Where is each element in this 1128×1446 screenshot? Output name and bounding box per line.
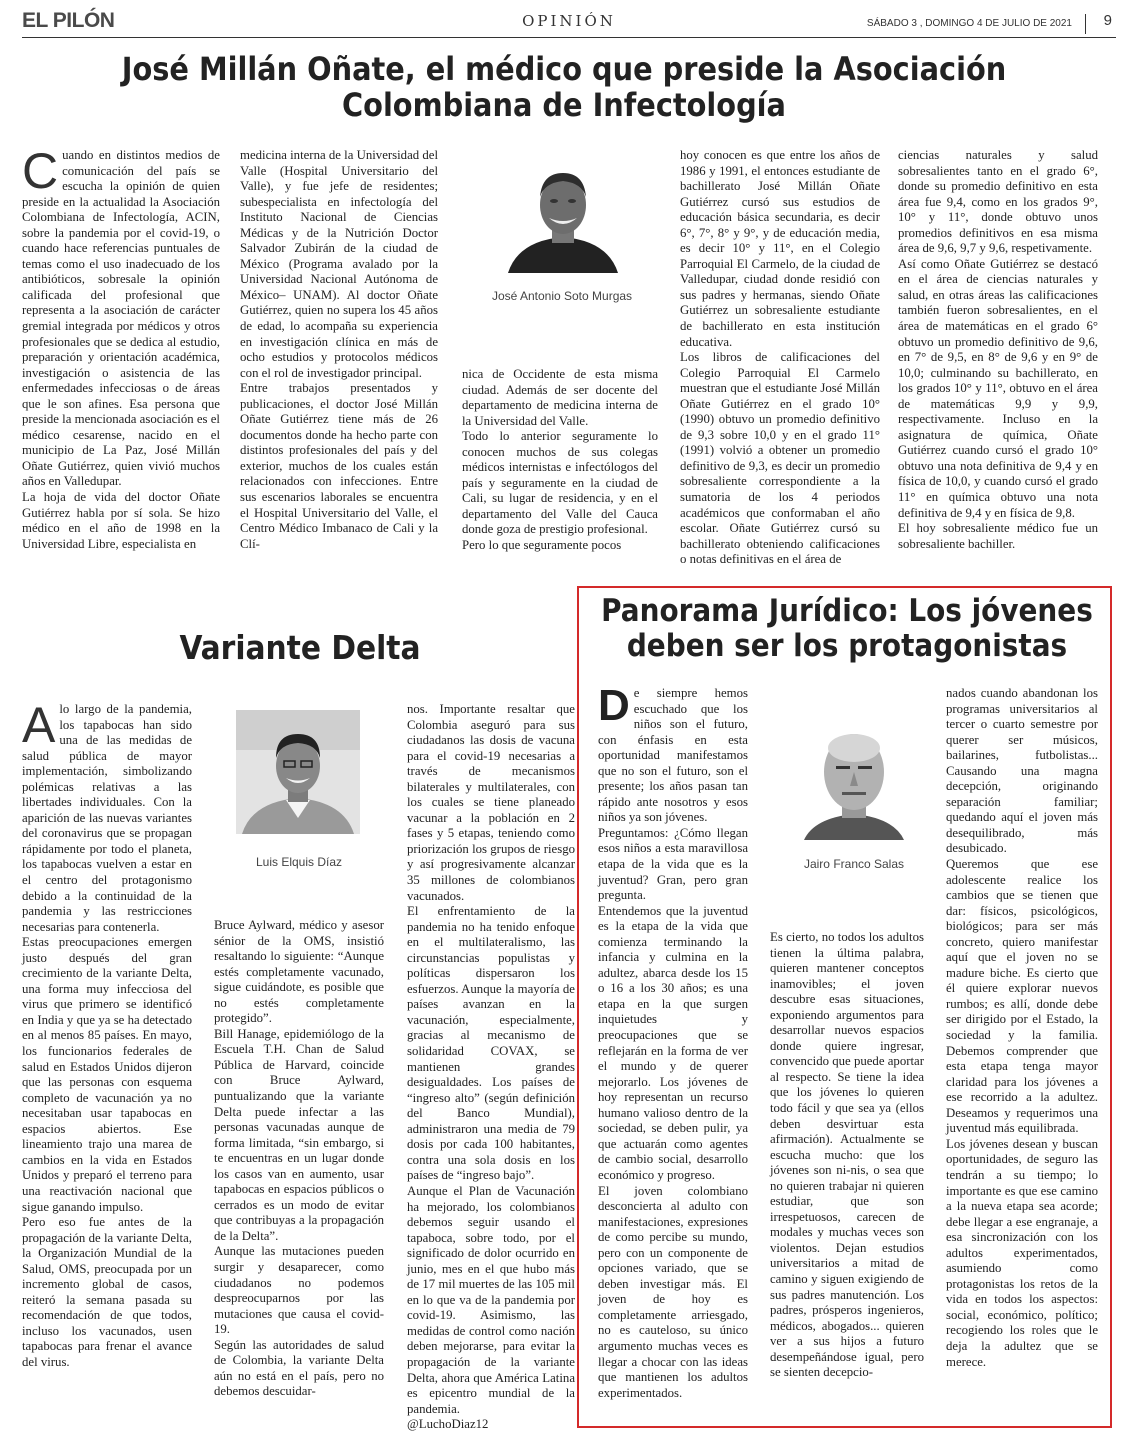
author-photo-diaz bbox=[236, 710, 360, 834]
paragraph: e siempre hemos escuchado que los niños son el futuro, con énfasis en esta oportunidad manifestamos que no son el futuro, son el presente; los años pasan tan rápido ante nosotros y esos niños ya son jóvenes. bbox=[598, 686, 748, 825]
issue-date: SÁBADO 3 , DOMINGO 4 DE JULIO DE 2021 bbox=[866, 18, 1072, 29]
article1-column-5 bbox=[898, 148, 1098, 573]
paragraph: Todo lo anterior seguramente lo conocen muchos de sus colegas médicos internistas e infectólogos del país y seguramente en la ciudad de Cali, su lugar de residencia, y en el departamento del Valle del Cauca donde goza de prestigio profesional. bbox=[462, 429, 658, 537]
article1-column-1 bbox=[22, 143, 220, 573]
newspaper-logo: EL PILÓN bbox=[22, 9, 115, 32]
paragraph: Aunque el Plan de Vacunación ha mejorado, los colombianos debemos seguir usando el tapaboca, sobre todo, por el significado de dolor ocurrido en junio, mes en el que hubo más de 17 mil muertes de las 105 mil en lo que va de la pandemia por covid-19. Asimismo, las medidas de control como nación deben mejorarse, para evitar la propagación de la variante Delta, ahora que América Latina es epicentro mundial de la pandemia. bbox=[407, 1183, 575, 1416]
author-photo-soto bbox=[504, 155, 622, 273]
page-number: 9 bbox=[1103, 12, 1112, 29]
paragraph: Estas preocupaciones emergen justo después del gran crecimiento de la variante Delta, una forma muy infecciosa del virus que primero se identificó en India y que ya se ha detectado en al menos 85 países. En mayo, los funcionarios federales de salud en Estados Unidos dijeron que las personas con esquema completo de vacunación ya no necesitaban usar tapabocas en espacios abiertos. Ese lineamiento trajo una marea de cambios en la vida en Estados Unidos y preparó el terreno para una reactivación nacional que sigue ganando impulso. bbox=[22, 935, 192, 1214]
drop-cap: A bbox=[22, 697, 56, 753]
paragraph: Los libros de calificaciones del Colegio Parroquial El Carmelo muestran que el estudiante José Millán Oñate Gutiérrez en el grado 10° (1990) obtuvo un promedio definitivo de 9,3 sobre 10,0 y en el grado 11° (1991) volvió a obtener un promedio definitivo de 9,3, es decir un promedio sobresaliente correspondiente a la sumatoria de los 4 periodos académicos que conformaban el año escolar. Oñate Gutiérrez cursó su bachillerato obteniendo calificaciones o notas definitivas en el área de bbox=[680, 350, 880, 567]
paragraph: Queremos que ese adolescente realice los cambios que se tienen que dar: físicos, psicológicos, biológicos; para ser más concreto, quiero manifestar aquí que el joven no se madure biche. Es cierto que él quiere explorar nuevos rumbos; es allí, donde debe ser dirigido por el Estado, la sociedad y la familia. Debemos comprender que esta etapa tenga mayor claridad para los jóvenes a ese recorrido a la adultez. Deseamos y requerimos una juventud más equilibrada. bbox=[946, 857, 1098, 1136]
paragraph: ciencias naturales y salud sobresalientes tanto en el grado 6°, donde su promedio definitivo en esta área fue 9,4, como en los grados 9°, 10° y 11°, donde obtuvo unos promedios definitivos en esa misma área de 9,6, 9,7 y 9,6, respetivamente. bbox=[898, 148, 1098, 256]
article2-column-3 bbox=[407, 702, 575, 1432]
paragraph: Los jóvenes desean y buscan oportunidades, de seguro las tendrán a su tiempo; lo importante es que ese camino a la nueva etapa sea acorde; debe llegar a ese engranaje, a esa sincronización con los adultos experimentados, asumiendo como protagonistas los retos de la vida en todos los aspectos: social, económico, político; recogiendo los roles que le deja la adultez que se merece. bbox=[946, 1136, 1098, 1369]
author-photo-franco bbox=[800, 716, 908, 840]
article3-column-2 bbox=[770, 930, 924, 1418]
article1-column-4 bbox=[680, 148, 880, 573]
article-title-variante-delta: Variante Delta bbox=[179, 628, 421, 667]
page-header bbox=[22, 6, 1116, 38]
paragraph: Entre trabajos presentados y publicaciones, el doctor José Millán Oñate Gutiérrez tiene más de 26 documentos donde ha hecho parte con distintos profesionales del país y del exterior, muchos de los cuales están relacionados con infecciones. Entre sus escenarios laborales se encuentra el Hospital Universitario del Valle, el Centro Médico Imbanaco de Cali y la Clí- bbox=[240, 381, 438, 551]
paragraph: hoy conocen es que entre los años de 1986 y 1991, el entonces estudiante de bachillerato José Millán Oñate Gutiérrez cursó sus estudios de educación básica secundaria, es decir 6°, 7°, 8° y 9°, y de educación media, es decir 10° y 11°, en el Colegio Parroquial El Carmelo, de la ciudad de Valledupar, ciudad donde residió con sus padres y hermanas, siendo Oñate Gutiérrez un sobresaliente estudiante de bachillerato en esta institución educativa. bbox=[680, 148, 880, 349]
paragraph: Entendemos que la juventud es la etapa de la vida que comienza terminando la infancia y culmina en la adultez, abarca desde los 15 o 16 a los 30 años; es una etapa en la que surgen inquietudes y preocupaciones que se reflejarán en la forma de ver el mundo y de querer mejorarlo. Los jóvenes de hoy representan un recurso humano valioso dentro de la sociedad, se deben pulir, ya que actuarán como agentes de cambio social, desarrollo económico y progreso. bbox=[598, 903, 748, 1182]
section-name: OPINIÓN bbox=[522, 12, 616, 30]
paragraph: nados cuando abandonan los programas universitarios al tercer o cuarto semestre por querer ser músicos, bailarines, futbolistas... Causando una magna decepción, originando separación familiar; quedando aquí el joven más desequilibrado, más desubicado. bbox=[946, 686, 1098, 856]
paragraph: Es cierto, no todos los adultos tienen la última palabra, quieren mantener conceptos inamovibles; el joven descubre esas situaciones, exponiendo argumentos para desarrollar nuevos espacios donde quiere ingresar, convencido que puede aportar al respecto. Se tiene la idea que los jóvenes lo quieren todo fácil y que sea ya (ellos deben desvirtuar esta afirmación). Actualmente se escucha mucho: que los jóvenes son ni-nis, o sea que no quieren trabajar ni quieren estudiar, que son irrespetuosos, carecen de modales y muchas veces son violentos. Dejan estudios universitarios a mitad de camino y siguen exigiendo de sus padres manutención. Los padres, prósperos ingenieros, médicos, abogados... quieren ver a sus hijos a futuro desempeñándose igual, pero se sienten decepcio- bbox=[770, 930, 924, 1380]
article3-column-1 bbox=[598, 681, 748, 1418]
author-caption: Luis Elquis Díaz bbox=[255, 855, 343, 869]
paragraph: La hoja de vida del doctor Oñate Gutiérrez habla por sí sola. Se hizo médico en el año de 1998 en la Universidad Libre, especialista en bbox=[22, 490, 220, 551]
article1-column-2 bbox=[240, 148, 438, 573]
article2-column-1 bbox=[22, 697, 192, 1420]
author-handle: @LuchoDiaz12 bbox=[407, 1417, 489, 1432]
header-divider bbox=[1085, 14, 1086, 34]
paragraph: Así como Oñate Gutiérrez se destacó en el área de ciencias naturales y salud, en otras áreas las calificaciones también fueron sobresalientes, en el área de matemáticas en el grado 6° obtuvo un promedio definitivo de 9,6, en 7° de 9,5, en 8° de 9,6 y en 9° de 10,0; culminando su bachillerato, en los grados 10° y 11°, obtuvo en el área de matemáticas 9,9 y 9,9, respectivamente. Incluso en la asignatura de química, Oñate Gutiérrez cuando cursó el grado 10° obtuvo una nota definitiva de 9,4 y en física de 10,0, y cuando cursó el grado 11° en química obtuvo una nota definitiva de 9,4 y en física de 9,8. bbox=[898, 256, 1098, 520]
article2-column-2 bbox=[214, 918, 384, 1420]
paragraph: Bill Hanage, epidemiólogo de la Escuela T.H. Chan de Salud Pública de Harvard, coincide con Bruce Aylward, puntualizando que la variante Delta puede infectar a las personas vacunadas aunque de forma limitada, “sin embargo, si te encuentras en un lugar donde los casos van en aumento, usar tapabocas en espacios públicos o cerrados es un modo de evitar que contribuyas a la propagación de la Delta”. bbox=[214, 1026, 384, 1243]
paragraph: nos. Importante resaltar que Colombia aseguró para sus ciudadanos las dosis de vacuna para el covid-19 necesarias a través de mecanismos bilaterales y multilaterales, con los cuales se tiene planeado vacunar a la población en 2 fases y 5 etapas, teniendo como priorización los grupos de riesgo y así progresivamente alcanzar 35 millones de colombianos vacunados. bbox=[407, 702, 575, 903]
paragraph: Preguntamos: ¿Cómo llegan esos niños a esta maravillosa etapa de la vida que es la juventud? Gran, pero gran pregunta. bbox=[598, 825, 748, 903]
paragraph: Bruce Aylward, médico y asesor sénior de la OMS, insistió resaltando lo siguiente: “Aunque estés completamente vacunado, sigue cuidándote, es posible que no estés completamente protegido”. bbox=[214, 918, 384, 1026]
paragraph: lo largo de la pandemia, los tapabocas han sido una de las medidas de salud pública de mayor implementación, simbolizando polémicas relativas a las libertades individuales. Con la aparición de las nuevas variantes del coronavirus que se propagan rápidamente por todo el planeta, los tapabocas vuelven a estar en el centro del protagonismo debido a la continuidad de la pandemia y las restricciones necesarias para contenerla. bbox=[22, 702, 192, 934]
paragraph: El hoy sobresaliente médico fue un sobresaliente bachiller. bbox=[898, 521, 1098, 551]
paragraph: medicina interna de la Universidad del Valle (Hospital Universitario del Valle), y fue jefe de residentes; subespecialista en infectología del Instituto Nacional de Ciencias Médicas y de la Nutrición Doctor Salvador Zubirán de la ciudad de México (Programa avalado por la Universidad Nacional Autónoma de México– UNAM). Al doctor Oñate Gutiérrez, quien no supera los 45 años de edad, lo acompaña su experiencia en investigación clínica en más de ocho estudios y protocolos médicos con el rol de investigador principal. bbox=[240, 148, 438, 380]
paragraph: Pero lo que seguramente pocos bbox=[462, 538, 622, 553]
drop-cap: D bbox=[598, 681, 630, 730]
paragraph: Aunque las mutaciones pueden surgir y desaparecer, como ciudadanos no podemos despreocuparnos por las mutaciones que causa el covid-19. bbox=[214, 1244, 384, 1337]
article-title-millan: José Millán Oñate, el médico que preside la Asociación Colombiana de Infectología bbox=[121, 50, 1007, 124]
paragraph: uando en distintos medios de comunicación del país se escucha la opinión de quien preside en la actualidad la Asociación Colombiana de Infectología, ACIN, sobre la pandemia por el covid-19, o cuando hace referencias puntuales de temas como el uso inadecuado de los antibióticos, sobresale la opinión calificada del profesional que representa a la asociación de carácter gremial integrada por médicos y otros profesionales que se dedica al estudio, preparación y orientación académica, investigación o asistencia de las enfermedades infecciosas o de áreas que le son afines. Esa persona que preside la mencionada asociación es el médico cesarense, nacido en el municipio de La Paz, José Millán Oñate Gutiérrez, quien vivió muchos años en Valledupar. bbox=[22, 148, 220, 489]
author-caption: Jairo Franco Salas bbox=[803, 857, 905, 871]
paragraph: nica de Occidente de esta misma ciudad. Además de ser docente del departamento de medicina interna de la Universidad del Valle. bbox=[462, 367, 658, 428]
article3-column-3 bbox=[946, 686, 1098, 1418]
paragraph: Según las autoridades de salud de Colombia, la variante Delta aún no está en el país, pero no debemos descuidar- bbox=[214, 1337, 384, 1399]
paragraph: Pero eso fue antes de la propagación de la variante Delta, la Organización Mundial de la Salud, OMS, preocupada por un incremento global de casos, reiteró la semana pasada su recomendación de que todos, incluso los vacunados, usen tapabocas para frenar el avance del virus. bbox=[22, 1215, 192, 1369]
article-title-panorama-juridico: Panorama Jurídico: Los jóvenes deben ser los protagonistas bbox=[601, 593, 1093, 664]
paragraph: El joven colombiano desconcierta al adulto con manifestaciones, expresiones de como percibe su mundo, pero con un componente de opciones variado, que se deben investigar más. El joven de hoy es completamente arriesgado, no es cauteloso, su único argumento muchas veces es llegar a chocar con las ideas que mantienen los adultos experimentados. bbox=[598, 1183, 748, 1400]
paragraph: El enfrentamiento de la pandemia no ha tenido enfoque en el multilateralismo, las circunstancias populistas y políticas dispersaron los esfuerzos. Aunque la mayoría de países avanzan en la vacunación, especialmente, gracias al mecanismo de solidaridad COVAX, se mantienen grandes desigualdades. Los países de “ingreso alto” (según definición del Banco Mundial), administraron una media de 79 dosis por cada 100 habitantes, contra una sola dosis en los países de “ingreso bajo”. bbox=[407, 904, 575, 1183]
author-caption: José Antonio Soto Murgas bbox=[491, 289, 633, 303]
article1-column-3 bbox=[462, 367, 658, 573]
drop-cap: C bbox=[22, 143, 59, 199]
